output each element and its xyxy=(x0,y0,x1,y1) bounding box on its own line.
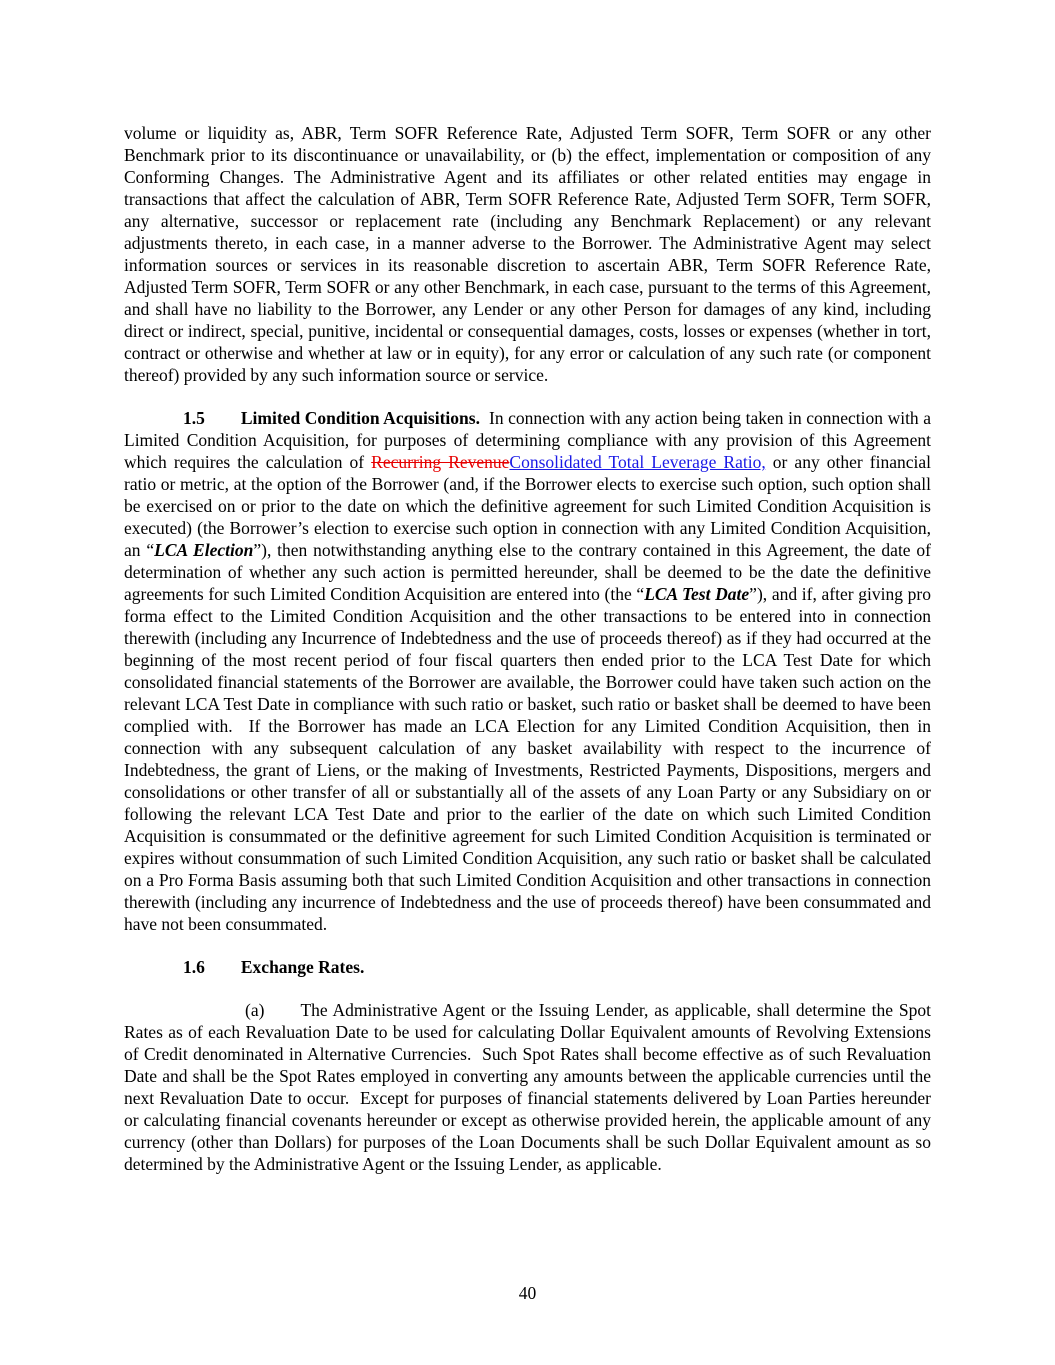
text-run: The Administrative Agent or the Issuing Lender, as applicable, shall determine the Spot Rates as of each Revaluation Date to be used for calculating Dollar Equivalent amounts of Revolving Extensions of Credit denominated in Alternative Currencies. Such Spot Rates shall become effective as of such Revaluation Date and shall be the Spot Rates employed in converting any amounts between the applicable currencies until the next Revaluation Date to occur. Except for purposes of financial statements delivered by Loan Parties hereunder or calculating financial covenants hereunder or except as otherwise provided herein, the applicable amount of any currency (other than Dollars) for purposes of the Loan Documents shall be such Dollar Equivalent amount as so determined by the Administrative Agent or the Issuing Lender, as applicable. xyxy=(124,1000,931,1174)
deleted-text: Recurring Revenue xyxy=(371,452,510,472)
document-body xyxy=(124,122,931,1175)
text-run: ”), and if, after giving pro forma effect to the Limited Condition Acquisition and the other transactions to be entered into in connection therewith (including any Incurrence of Indebtedness and the use of proceeds thereof) as if they had occurred at the beginning of the most recent period of four fiscal quarters then ended prior to the LCA Test Date for which consolidated financial statements of the Borrower are available, the Borrower could have taken such action on the relevant LCA Test Date in compliance with such ratio or basket, such ratio or basket shall be deemed to have been complied with. If the Borrower has made an LCA Election for any Limited Condition Acquisition, then in connection with any subsequent calculation of any basket availability with respect to the incurrence of Indebtedness, the grant of Liens, or the making of Investments, Restricted Payments, Dispositions, mergers and consolidations or other transfer of all or substantially all of the assets of any Loan Party or any Subsidiary on or following the relevant LCA Test Date and prior to the earlier of the date on which such Limited Condition Acquisition is consummated or the definitive agreement for such Limited Condition Acquisition is terminated or expires without consummation of such Limited Condition Acquisition, any such ratio or basket shall be calculated on a Pro Forma Basis assuming both that such Limited Condition Acquisition and other transactions in connection therewith (including any incurrence of Indebtedness and the use of proceeds thereof) have been consummated and have not been consummated. xyxy=(124,584,932,934)
inserted-text: Consolidated Total Leverage Ratio, xyxy=(509,452,766,472)
paragraph-benchmark-disclaimer xyxy=(124,122,931,386)
text-run: Exchange Rates. xyxy=(240,957,365,977)
text-run: volume or liquidity as, ABR, Term SOFR Reference Rate, Adjusted Term SOFR, Term SOFR or any other Benchmark prior to its discontinuance or unavailability, or (b) the effect, implementation or composition of any Conforming Changes. The Administrative Agent and its affiliates or other related entities may engage in transactions that affect the calculation of ABR, Term SOFR Reference Rate, Adjusted Term SOFR, Term SOFR, any alternative, successor or replacement rate (including any Benchmark Replacement) or any relevant adjustments thereto, in each case, in a manner adverse to the Borrower. The Administrative Agent may select information sources or services in its reasonable discretion to ascertain ABR, Term SOFR Reference Rate, Adjusted Term SOFR, Term SOFR or any other Benchmark, in each case, pursuant to the terms of this Agreement, and shall have no liability to the Borrower, any Lender or any other Person for damages of any kind, including direct or indirect, special, punitive, incidental or consequential damages, costs, losses or expenses (whether in tort, contract or otherwise and whether at law or in equity), for any error or calculation of any such rate (or component thereof) provided by any such information source or service. xyxy=(124,123,931,385)
text-run: In connection with any action being taken in connection with a Limited Condition Acquisition, for purposes of determining compliance with any provision of this Agreement which requires the calculation of xyxy=(124,408,931,472)
section-1-6-paragraph-a xyxy=(124,999,931,1175)
text-run: LCA Test Date xyxy=(644,584,750,604)
text-run: LCA Election xyxy=(154,540,254,560)
text-run: (a) xyxy=(245,1000,265,1020)
text-run: ”), then notwithstanding anything else to the contrary contained in this Agreement, the date of determination of whether any such action is permitted hereunder, shall be deemed to be the date the definitive agreements for such Limited Condition Acquisition are entered into (the “ xyxy=(124,540,931,604)
page-number: 40 xyxy=(518,1283,537,1303)
text-run: or any other financial ratio or metric, at the option of the Borrower (and, if the Borrower elects to exercise such option, such option shall be exercised on or prior to the date on which the definitive agreement for such Limited Condition Acquisition is executed) (the Borrower’s election to exercise such option in connection with any Limited Condition Acquisition, an “ xyxy=(124,452,931,560)
section-1-6-heading xyxy=(124,956,931,978)
text-run: Limited Condition Acquisitions. xyxy=(240,408,480,428)
text-run: 1.5 xyxy=(183,408,205,428)
section-1-5-limited-condition-acquisitions xyxy=(124,407,931,935)
text-run: 1.6 xyxy=(183,957,205,977)
